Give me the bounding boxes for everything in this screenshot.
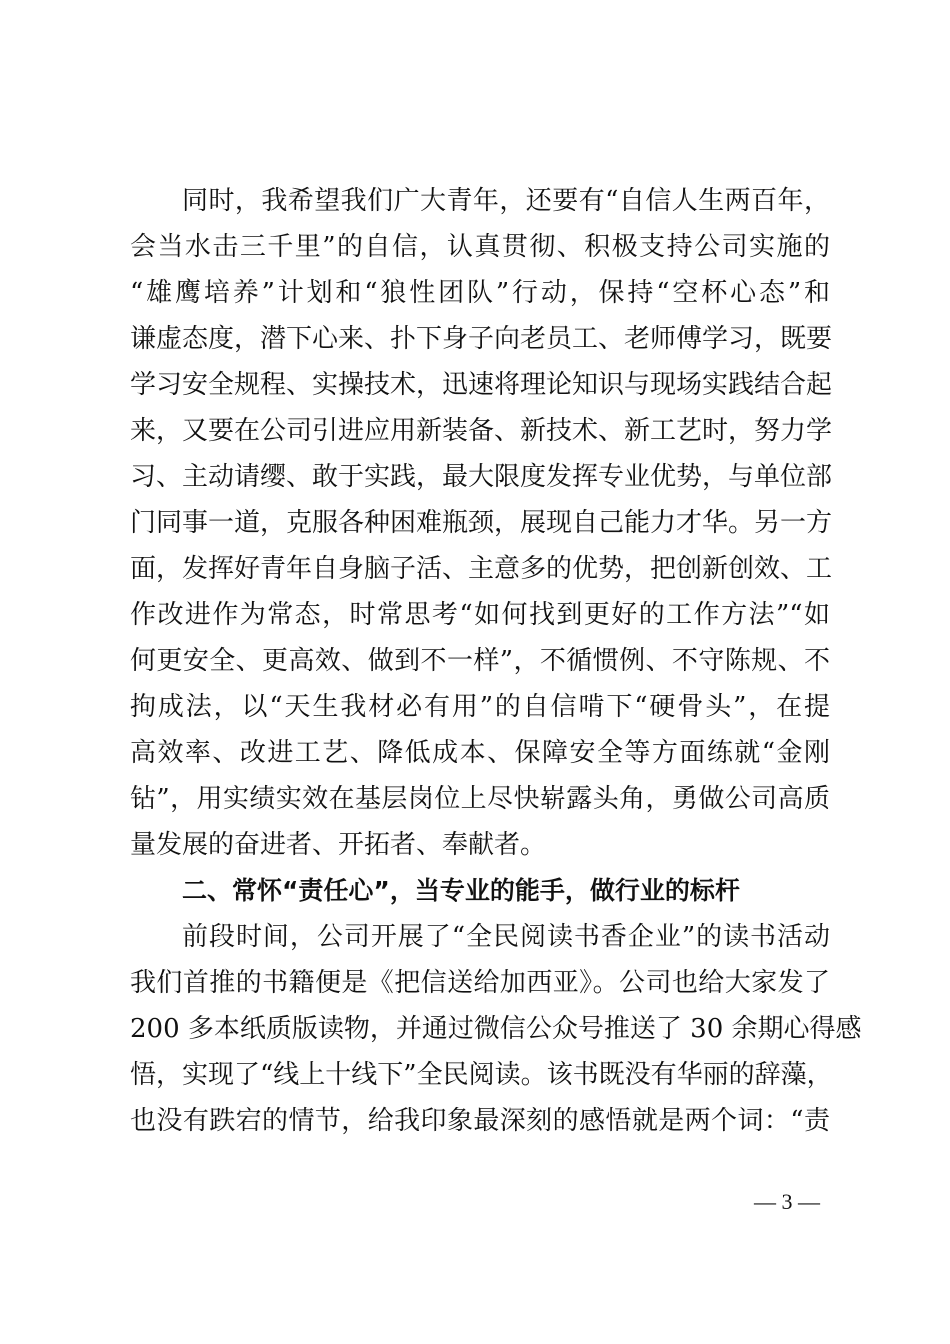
paragraph-1-line: 习、主动请缨、敢于实践，最大限度发挥专业优势，与单位部 [130, 462, 833, 492]
paragraph-2-line: 我们首推的书籍便是《把信送给加西亚》。公司也给大家发了 [130, 968, 830, 998]
paragraph-1-line: 何更安全、更高效、做到不一样”，不循惯例、不守陈规、不 [130, 646, 830, 676]
paragraph-1-line: 学习安全规程、实操技术，迅速将理论知识与现场实践结合起 [130, 370, 833, 400]
paragraph-1-line: 谦虚态度，潜下心来、扑下身子向老员工、老师傅学习，既要 [130, 324, 833, 354]
paragraph-1-line: 来，又要在公司引进应用新装备、新技术、新工艺时，努力学 [130, 416, 833, 446]
paragraph-1-line: 作改进作为常态，时常思考“如何找到更好的工作方法”“如 [130, 600, 830, 630]
paragraph-1-line: “雄鹰培养”计划和“狼性团队”行动，保持“空杯心态”和 [130, 278, 830, 308]
paragraph-1-line: 钻”，用实绩实效在基层岗位上尽快崭露头角，勇做公司高质 [130, 784, 830, 814]
paragraph-1-line: 门同事一道，克服各种困难瓶颈，展现自己能力才华。另一方 [130, 508, 833, 538]
paragraph-1-line: 拘成法，以“天生我材必有用”的自信啃下“硬骨头”，在提 [130, 692, 830, 722]
paragraph-2-line: 前段时间，公司开展了“全民阅读书香企业”的读书活动 [182, 922, 830, 952]
paragraph-1-line: 同时，我希望我们广大青年，还要有“自信人生两百年， [182, 186, 830, 216]
paragraph-2-line: 200 多本纸质版读物，并通过微信公众号推送了 30 余期心得感 [130, 1014, 862, 1044]
paragraph-1-line: 量发展的奋进者、开拓者、奉献者。 [130, 830, 547, 860]
paragraph-1-line: 高效率、改进工艺、降低成本、保障安全等方面练就“金刚 [130, 738, 830, 768]
section-heading: 二、常怀“责任心”，当专业的能手，做行业的标杆 [182, 876, 740, 905]
paragraph-2-line: 也没有跌宕的情节，给我印象最深刻的感悟就是两个词：“责 [130, 1106, 830, 1136]
paragraph-1-line: 会当水击三千里”的自信，认真贯彻、积极支持公司实施的 [130, 232, 830, 262]
page-number: — 3 — [754, 1189, 820, 1214]
paragraph-2-line: 悟，实现了“线上十线下”全民阅读。该书既没有华丽的辞藻， [130, 1060, 833, 1090]
paragraph-1-line: 面，发挥好青年自身脑子活、主意多的优势，把创新创效、工 [130, 554, 833, 584]
